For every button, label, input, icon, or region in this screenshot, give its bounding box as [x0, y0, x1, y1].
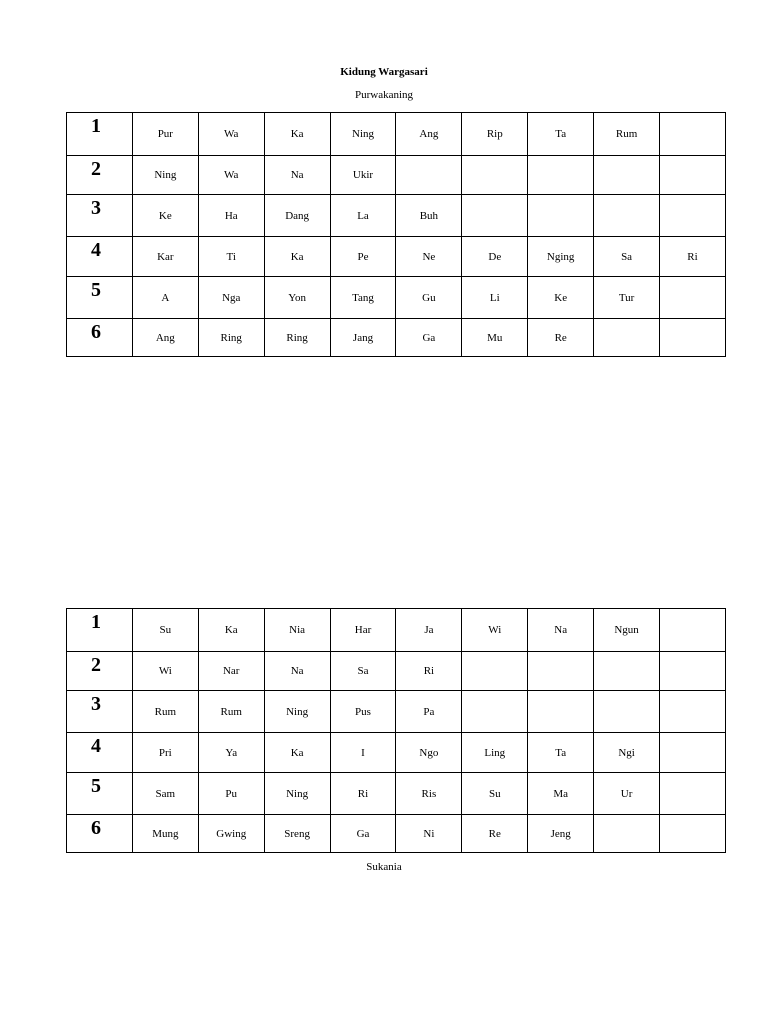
syllable-cell: Jang — [330, 319, 396, 357]
syllable-cell: Ngo — [396, 733, 462, 773]
table-row — [67, 277, 726, 319]
table-row — [67, 815, 726, 853]
syllable-cell — [660, 691, 726, 733]
syllable-cell — [594, 319, 660, 357]
row-number: 4 — [67, 237, 133, 277]
syllable-cell: Re — [462, 815, 528, 853]
syllable-cell: I — [330, 733, 396, 773]
syllable-cell: Dang — [264, 195, 330, 237]
syllable-cell: Pus — [330, 691, 396, 733]
table-row — [67, 113, 726, 156]
syllable-cell: Ur — [594, 773, 660, 815]
syllable-cell: Na — [264, 652, 330, 691]
row-number: 3 — [67, 691, 133, 733]
row-number: 2 — [67, 652, 133, 691]
syllable-cell — [660, 815, 726, 853]
syllable-cell: Ka — [198, 609, 264, 652]
syllable-cell: Ha — [198, 195, 264, 237]
syllable-cell — [396, 156, 462, 195]
syllable-cell: Ling — [462, 733, 528, 773]
table-row — [67, 195, 726, 237]
syllable-cell: Mung — [132, 815, 198, 853]
syllable-cell: Pu — [198, 773, 264, 815]
table-row — [67, 733, 726, 773]
syllable-cell: Mu — [462, 319, 528, 357]
syllable-cell: Tang — [330, 277, 396, 319]
syllable-cell: Ta — [528, 113, 594, 156]
syllable-cell: Sam — [132, 773, 198, 815]
syllable-cell: Ukir — [330, 156, 396, 195]
syllable-cell — [660, 733, 726, 773]
syllable-cell: Su — [462, 773, 528, 815]
table-row — [67, 652, 726, 691]
syllable-cell: Sreng — [264, 815, 330, 853]
syllable-cell: Li — [462, 277, 528, 319]
syllable-cell: Ga — [330, 815, 396, 853]
syllable-cell — [594, 195, 660, 237]
syllable-cell: Wa — [198, 156, 264, 195]
row-number: 5 — [67, 277, 133, 319]
syllable-cell: Ri — [396, 652, 462, 691]
syllable-cell: Sa — [330, 652, 396, 691]
syllable-cell: Wi — [462, 609, 528, 652]
table-row — [67, 156, 726, 195]
table-row — [67, 691, 726, 733]
syllable-cell — [528, 156, 594, 195]
syllable-table-purwakaning — [66, 112, 726, 357]
row-number: 6 — [67, 815, 133, 853]
syllable-cell: Ma — [528, 773, 594, 815]
syllable-cell — [594, 815, 660, 853]
syllable-cell: Har — [330, 609, 396, 652]
syllable-cell — [660, 609, 726, 652]
syllable-cell — [528, 195, 594, 237]
syllable-cell: Nging — [528, 237, 594, 277]
syllable-cell — [660, 277, 726, 319]
syllable-cell: Re — [528, 319, 594, 357]
table-row — [67, 773, 726, 815]
syllable-cell: Rum — [198, 691, 264, 733]
syllable-cell: Ja — [396, 609, 462, 652]
row-number: 6 — [67, 319, 133, 357]
row-number: 1 — [67, 113, 133, 156]
syllable-cell: Ya — [198, 733, 264, 773]
syllable-cell: Pa — [396, 691, 462, 733]
syllable-cell: Ring — [198, 319, 264, 357]
syllable-cell: Pur — [132, 113, 198, 156]
syllable-cell: Ke — [132, 195, 198, 237]
syllable-cell: Ka — [264, 733, 330, 773]
syllable-cell: De — [462, 237, 528, 277]
syllable-cell: Tur — [594, 277, 660, 319]
syllable-cell: Nga — [198, 277, 264, 319]
row-number: 2 — [67, 156, 133, 195]
row-number: 1 — [67, 609, 133, 652]
document-title: Kidung Wargasari — [340, 66, 428, 78]
syllable-cell — [528, 691, 594, 733]
row-number: 3 — [67, 195, 133, 237]
syllable-cell: Ning — [264, 773, 330, 815]
syllable-cell: Rum — [132, 691, 198, 733]
syllable-cell: Sa — [594, 237, 660, 277]
syllable-cell — [594, 652, 660, 691]
table-row — [67, 319, 726, 357]
syllable-cell: Nia — [264, 609, 330, 652]
syllable-cell: Wi — [132, 652, 198, 691]
syllable-cell: Gwing — [198, 815, 264, 853]
syllable-cell — [660, 195, 726, 237]
document-subtitle: Purwakaning — [354, 89, 414, 101]
syllable-cell: Ning — [264, 691, 330, 733]
syllable-cell: Jeng — [528, 815, 594, 853]
syllable-cell — [462, 691, 528, 733]
syllable-cell — [462, 652, 528, 691]
syllable-cell: Buh — [396, 195, 462, 237]
row-number: 4 — [67, 733, 133, 773]
syllable-cell — [594, 156, 660, 195]
syllable-cell — [660, 319, 726, 357]
syllable-cell: Ne — [396, 237, 462, 277]
syllable-cell: Ring — [264, 319, 330, 357]
table-row — [67, 237, 726, 277]
syllable-cell — [660, 156, 726, 195]
syllable-cell: Ti — [198, 237, 264, 277]
syllable-cell: Ri — [330, 773, 396, 815]
syllable-cell: Rip — [462, 113, 528, 156]
syllable-cell: Pri — [132, 733, 198, 773]
syllable-cell: Ni — [396, 815, 462, 853]
syllable-cell: Gu — [396, 277, 462, 319]
syllable-cell: Yon — [264, 277, 330, 319]
syllable-cell: Ang — [396, 113, 462, 156]
syllable-cell: Pe — [330, 237, 396, 277]
syllable-cell: Ris — [396, 773, 462, 815]
syllable-cell — [528, 652, 594, 691]
syllable-cell: Rum — [594, 113, 660, 156]
syllable-cell: Ri — [660, 237, 726, 277]
syllable-cell: Na — [264, 156, 330, 195]
syllable-cell: Ka — [264, 113, 330, 156]
syllable-cell: Ngi — [594, 733, 660, 773]
syllable-cell: Ning — [330, 113, 396, 156]
syllable-cell: Su — [132, 609, 198, 652]
syllable-cell: Ang — [132, 319, 198, 357]
syllable-cell: Ga — [396, 319, 462, 357]
syllable-cell: Ning — [132, 156, 198, 195]
table-row — [67, 609, 726, 652]
syllable-cell: Nar — [198, 652, 264, 691]
bottom-caption: Sukania — [366, 861, 402, 873]
syllable-cell: Ta — [528, 733, 594, 773]
syllable-cell — [660, 113, 726, 156]
syllable-cell — [594, 691, 660, 733]
syllable-cell: Ka — [264, 237, 330, 277]
syllable-cell — [462, 195, 528, 237]
syllable-cell: Wa — [198, 113, 264, 156]
syllable-cell: Ngun — [594, 609, 660, 652]
syllable-cell — [660, 652, 726, 691]
syllable-cell: Na — [528, 609, 594, 652]
row-number: 5 — [67, 773, 133, 815]
syllable-cell — [462, 156, 528, 195]
syllable-cell: A — [132, 277, 198, 319]
syllable-cell: Kar — [132, 237, 198, 277]
syllable-cell — [660, 773, 726, 815]
syllable-cell: La — [330, 195, 396, 237]
syllable-cell: Ke — [528, 277, 594, 319]
syllable-table-sukania — [66, 608, 726, 853]
